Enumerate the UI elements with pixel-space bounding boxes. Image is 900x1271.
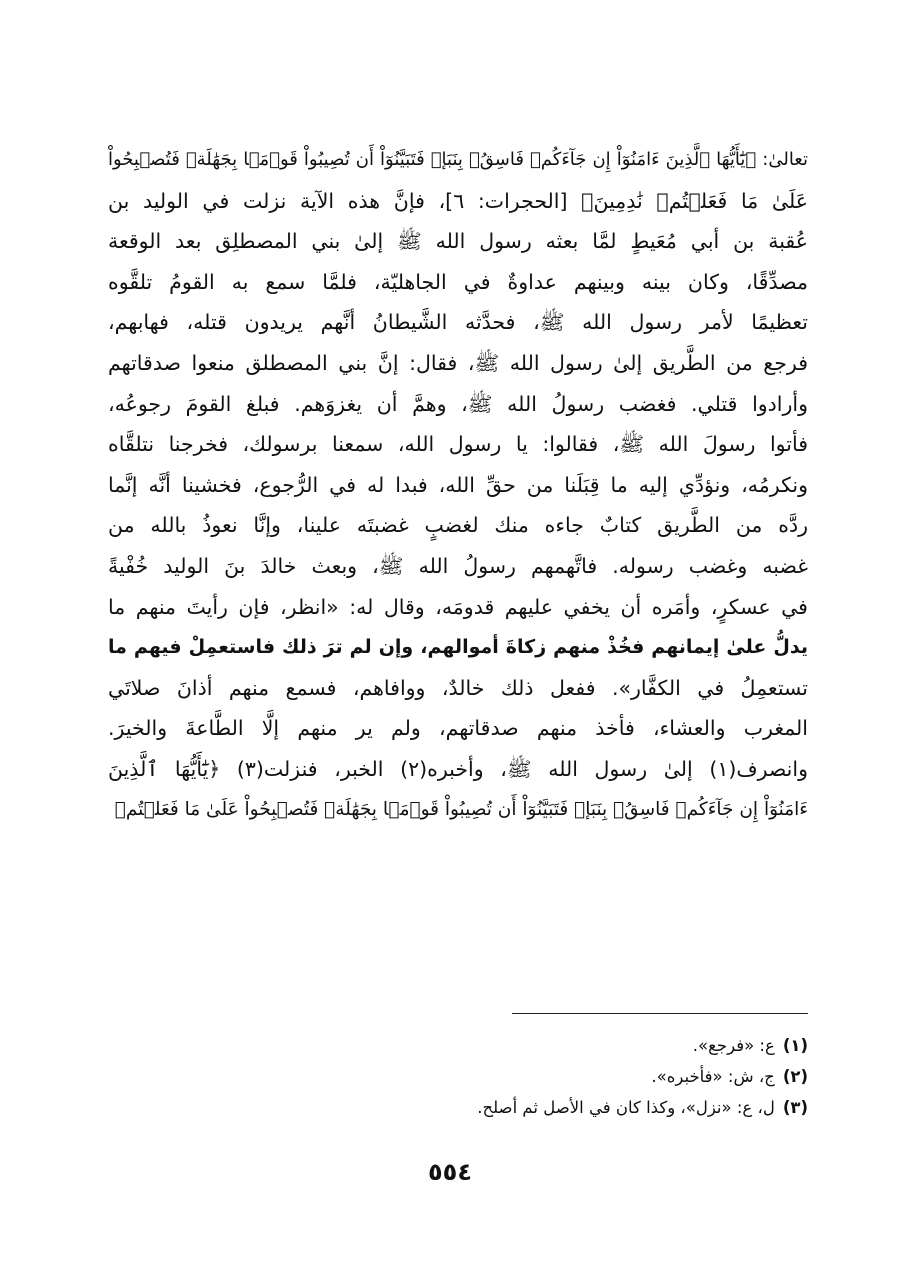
text-line: وانصرف(١) إلىٰ رسول الله ﷺ، وأخبره(٢) الخبر، فنزلت(٣) ﴿يَٰٓأَيُّهَا ٱلَّذِينَ <box>108 756 808 781</box>
text-line: تعظيمًا لأمر رسول الله ﷺ، فحدَّثه الشَّيطانُ أنَّهم يريدون قتله، فهابهم، <box>108 310 808 335</box>
footnote <box>300 1061 808 1092</box>
page-number: ٥٥٤ <box>428 1158 472 1186</box>
text-line: المغرب والعشاء، فأخذ منهم صدقاتهم، ولم ير منهم إلَّا الطَّاعةَ والخيرَ. <box>108 716 808 741</box>
text-line: مصدِّقًا، وكان بينه وبينهم عداوةٌ في الجاهليّة، فلمَّا سمع به القومُ تلقَّوه <box>108 269 808 294</box>
text-line: ردَّه من الطَّريق كتابٌ جاءه منك لغضبٍ غضبتَه علينا، وإنَّا نعوذُ بالله من <box>108 513 808 538</box>
footnote-number: (٣) <box>782 1098 808 1117</box>
footnote <box>300 1030 808 1061</box>
text-line: ءَامَنُوٓاْ إِن جَآءَكُمۡ فَاسِقُۢ بِنَبَإٖ فَتَبَيَّنُوٓاْ أَن تُصِيبُواْ قَوۡمَۢا بِجَهَٰلَةٖ فَتُصۡبِحُواْ عَلَىٰ مَا فَعَلۡتُمۡ <box>114 798 808 820</box>
footnote-number: (٢) <box>782 1067 808 1086</box>
text-line: في عسكرٍ، وأمَره أن يخفي عليهم قدومَه، وقال له: «انظر، فإن رأيتَ منهم ما <box>108 594 808 619</box>
text-line: عُقبة بن أبي مُعَيطٍ لمَّا بعثه رسول الله ﷺ إلىٰ بني المصطلِق بعد الوقعة <box>108 229 808 254</box>
text-line: فرجع من الطَّريق إلىٰ رسول الله ﷺ، فقال: إنَّ بني المصطلق منعوا صدقاتهم <box>108 350 808 375</box>
footnotes <box>300 1030 808 1123</box>
text-line: عَلَىٰ مَا فَعَلۡتُمۡ نَٰدِمِينَ﴾ [الحجرات: ٦]، فإنَّ هذه الآية نزلت في الوليد بن <box>108 188 808 213</box>
text-line: غضبه وغضب رسوله. فاتَّهمهم رسولُ الله ﷺ، وبعث خالدَ بنَ الوليد خُفْيةً <box>108 553 808 578</box>
text-line: فأتوا رسولَ الله ﷺ، فقالوا: يا رسول الله، سمعنا برسولك، فخرجنا نتلقَّاه <box>108 432 808 457</box>
text-line: وأرادوا قتلي. فغضب رسولُ الله ﷺ، وهمَّ أن يغزوَهم. فبلغ القومَ رجوعُه، <box>108 391 808 416</box>
footnote-text: ع: «فرجع». <box>692 1036 775 1055</box>
footnote <box>300 1092 808 1123</box>
main-text <box>108 140 808 830</box>
footnote-divider <box>512 1013 808 1014</box>
footnote-number: (١) <box>782 1036 808 1055</box>
text-line: تستعمِلُ في الكفَّار». ففعل ذلك خالدٌ، ووافاهم، فسمع منهم أذانَ صلاتَي <box>108 675 808 700</box>
text-line: ونكرمُه، ونؤدِّي إليه ما قِبَلَنا من حقِّ الله، فبدا له في الرُّجوع، فخشينا أنَّه إنَّما <box>108 472 808 497</box>
footnote-text: ل، ع: «نزل»، وكذا كان في الأصل ثم أصلح. <box>477 1098 775 1117</box>
text-line: يدلُّ علىٰ إيمانهم فخُذْ منهم زكاةَ أموالهم، وإن لم ترَ ذلك فاستعمِلْ فيهم ما <box>108 636 808 659</box>
footnote-text: ج، ش: «فأخبره». <box>651 1067 775 1086</box>
text-line: تعالىٰ: ﴿يَٰٓأَيُّهَا ٱلَّذِينَ ءَامَنُوٓاْ إِن جَآءَكُمۡ فَاسِقُۢ بِنَبَإٖ فَتَبَيَّنُوٓاْ أَن تُصِيبُواْ قَوۡمَۢا بِجَهَٰلَةٖ فَتُصۡبِحُواْ <box>108 149 808 170</box>
